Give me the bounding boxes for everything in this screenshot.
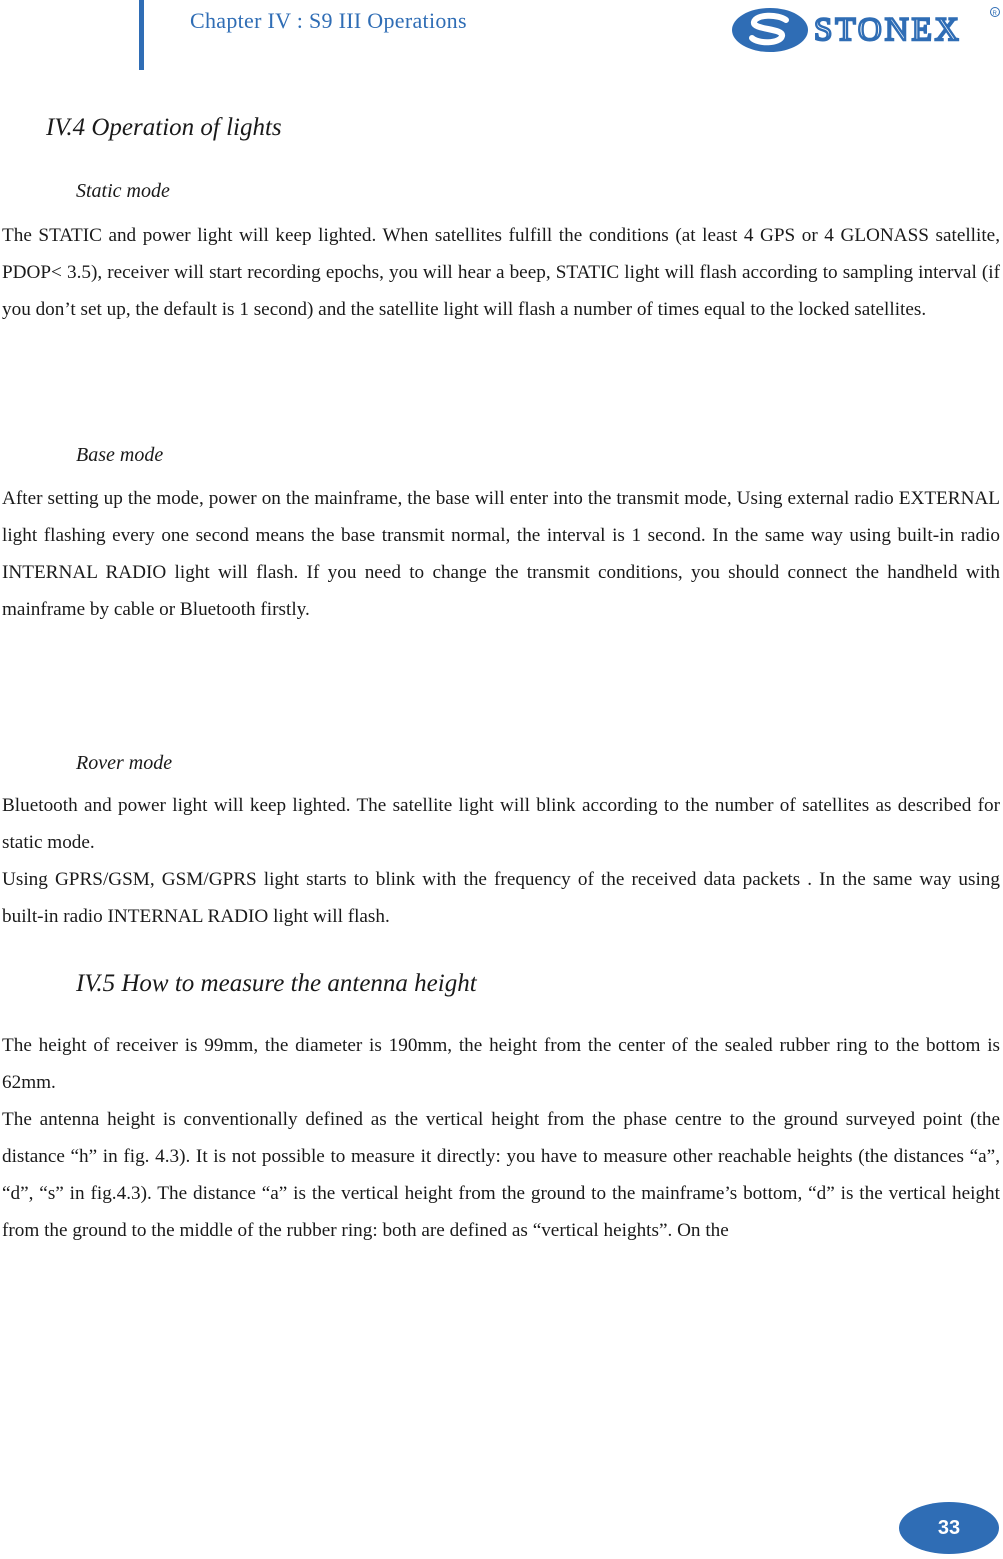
base-mode-paragraph: After setting up the mode, power on the mainframe, the base will enter into the transmit mode, Using external radio EXTERNAL light flashing every one second means the base transmit normal, the interval is 1 second. In the same way using built-in radio INTERNAL RADIO light will flash. If you need to change the transmit conditions, you should connect the handheld with mainframe by cable or Bluetooth firstly. [2,488,1000,620]
svg-text:STONEX: STONEX [814,12,962,48]
rover-mode-paragraph-1: Bluetooth and power light will keep lighted. The satellite light will blink according to the number of satellites as described for static mode. [2,795,1000,853]
static-mode-heading: Static mode [76,180,170,202]
header-accent-bar [139,0,144,70]
section-title-operation-of-lights: IV.4 Operation of lights [46,114,282,141]
static-mode-paragraph: The STATIC and power light will keep lighted. When satellites fulfill the conditions (at least 4 GPS or 4 GLONASS satellite, PDOP< 3.5), receiver will start recording epochs, you will hear a beep, STATIC light will flash according to sampling interval (if you don’t set up, the default is 1 second) and the satellite light will flash a number of times equal to the locked satellites. [2,225,1000,320]
base-mode-heading: Base mode [76,444,164,466]
svg-text:R: R [992,11,997,17]
rover-mode-heading: Rover mode [76,752,173,774]
rover-mode-paragraph-2: Using GPRS/GSM, GSM/GPRS light starts to blink with the frequency of the received data packets . In the same way using built-in radio INTERNAL RADIO light will flash. [2,869,1000,927]
chapter-title: Chapter IV : S9 III Operations [190,8,467,33]
page-number-badge [899,1502,999,1554]
page-number: 33 [937,1516,961,1539]
section-title-antenna-height: IV.5 How to measure the antenna height [76,970,477,997]
antenna-height-paragraph-2: The antenna height is conventionally defined as the vertical height from the phase centre to the ground surveyed point (the distance “h” in fig. 4.3). It is not possible to measure it directly: you have to measure other reachable heights (the distances “a”, “d”, “s” in fig.4.3). The distance “a” is the vertical height from the ground to the mainframe’s bottom, “d” is the vertical height from the ground to the middle of the rubber ring: both are defined as “vertical heights”. On the [2,1109,1000,1241]
stonex-logo [730,2,1002,54]
antenna-height-paragraph-1: The height of receiver is 99mm, the diameter is 190mm, the height from the center of the sealed rubber ring to the bottom is 62mm. [2,1035,1000,1093]
